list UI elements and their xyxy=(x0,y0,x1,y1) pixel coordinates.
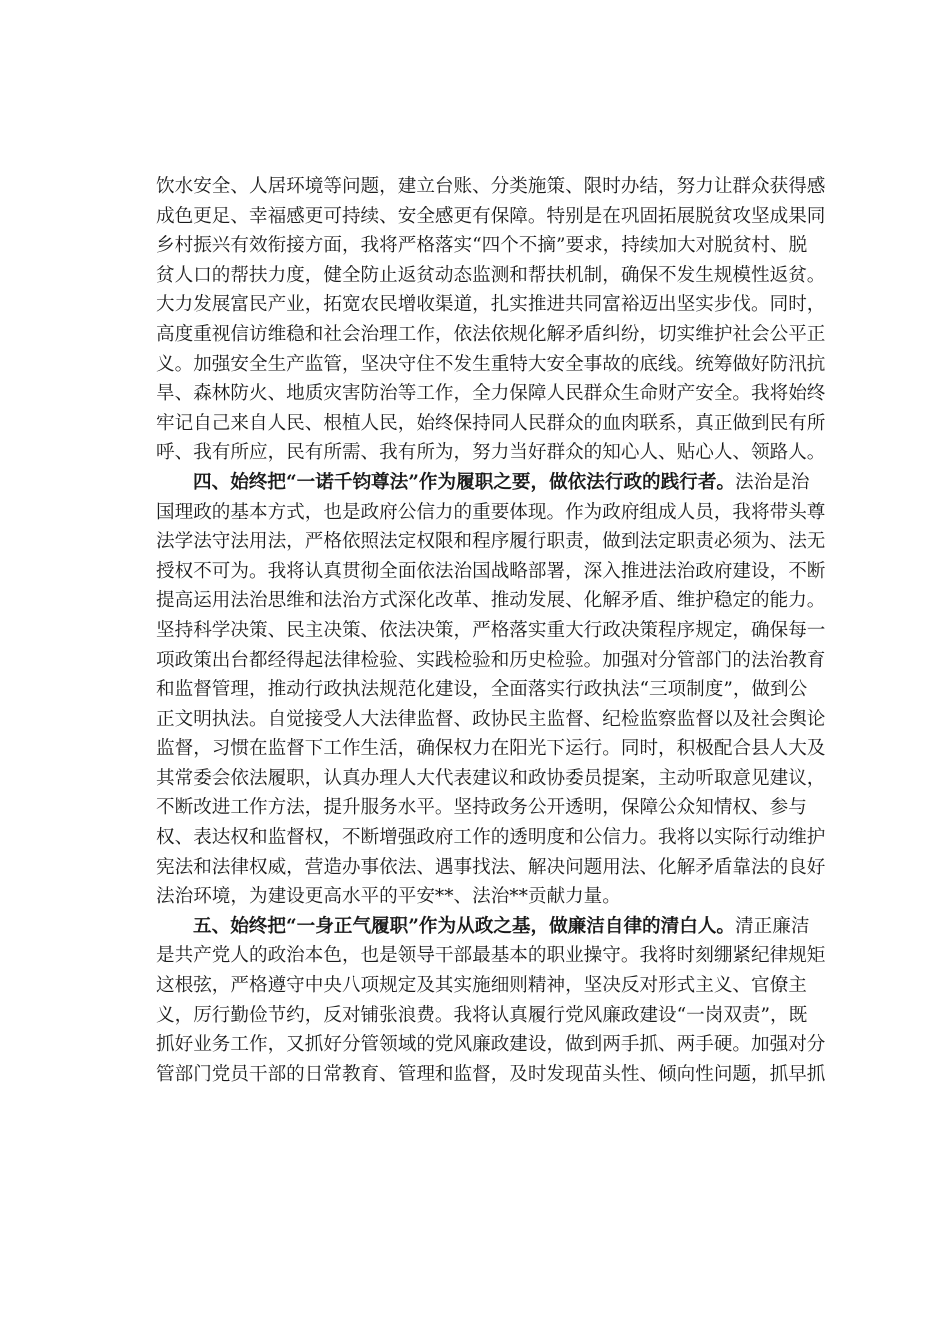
text-line: 不断改进工作方法，提升服务水平。坚持政务公开透明，保障公众知情权、参与 xyxy=(156,797,807,819)
text-line: 项政策出台都经得起法律检验、实践检验和历史检验。加强对分管部门的法治教育 xyxy=(156,649,826,671)
text-line: 旱、森林防火、地质灾害防治等工作，全力保障人民群众生命财产安全。我将始终 xyxy=(156,383,826,405)
heading-continuation: 法治是治 xyxy=(735,471,810,493)
text-line: 大力发展富民产业，拓宽农民增收渠道，扎实推进共同富裕迈出坚实步伐。同时， xyxy=(156,294,826,316)
text-line: 饮水安全、人居环境等问题，建立台账、分类施策、限时办结，努力让群众获得感 xyxy=(156,176,826,197)
text-line: 和监督管理，推动行政执法规范化建设，全面落实行政执法“三项制度”，做到公 xyxy=(156,679,808,701)
text-line: 乡村振兴有效衔接方面，我将严格落实“四个不摘”要求，持续加大对脱贫村、脱 xyxy=(156,235,808,257)
text-line: 呼、我有所应，民有所需、我有所为，努力当好群众的知心人、贴心人、领路人。 xyxy=(156,442,826,464)
text-line: 成色更足、幸福感更可持续、安全感更有保障。特别是在巩固拓展脱贫攻坚成果同 xyxy=(156,205,826,227)
text-line: 管部门党员干部的日常教育、管理和监督，及时发现苗头性、倾向性问题，抓早抓 xyxy=(156,1063,826,1085)
text-line: 国理政的基本方式，也是政府公信力的重要体现。作为政府组成人员，我将带头尊 xyxy=(156,501,826,523)
text-line: 抓好业务工作，又抓好分管领域的党风廉政建设，做到两手抓、两手硬。加强对分 xyxy=(156,1034,826,1056)
text-line: 法治环境，为建设更高水平的平安**、法治**贡献力量。 xyxy=(156,886,621,908)
text-line: 坚持科学决策、民主决策、依法决策，严格落实重大行政决策程序规定，确保每一 xyxy=(156,619,826,641)
text-line xyxy=(156,912,810,942)
text-line: 这根弦，严格遵守中央八项规定及其实施细则精神，坚决反对形式主义、官僚主 xyxy=(156,975,807,997)
text-line: 法学法守法用法，严格依照法定权限和程序履行职责，做到法定职责必须为、法无 xyxy=(156,531,826,553)
document-body xyxy=(156,172,826,1089)
text-line: 义。加强安全生产监管，坚决守住不发生重特大安全事故的底线。统筹做好防汛抗 xyxy=(156,353,826,375)
text-line: 贫人口的帮扶力度，健全防止返贫动态监测和帮扶机制，确保不发生规模性返贫。 xyxy=(156,264,826,286)
section-heading: 五、始终把“一身正气履职”作为从政之基，做廉洁自律的清白人。 xyxy=(193,915,736,937)
section-heading: 四、始终把“一诺千钧尊法”作为履职之要，做依法行政的践行者。 xyxy=(193,471,736,493)
paragraph-rule-of-law xyxy=(156,468,826,912)
heading-continuation: 清正廉洁 xyxy=(735,915,810,937)
paragraph-integrity xyxy=(156,912,826,1090)
text-line: 牢记自己来自人民、根植人民，始终保持同人民群众的血肉联系，真正做到民有所 xyxy=(156,412,826,434)
text-line xyxy=(156,468,810,498)
text-line: 监督，习惯在监督下工作生活，确保权力在阳光下运行。同时，积极配合县人大及 xyxy=(156,738,826,760)
text-line: 是共产党人的政治本色，也是领导干部最基本的职业操守。我将时刻绷紧纪律规矩 xyxy=(156,945,826,967)
text-line: 提高运用法治思维和法治方式深化改革、推动发展、化解矛盾、维护稳定的能力。 xyxy=(156,590,826,612)
text-line: 正文明执法。自觉接受人大法律监督、政协民主监督、纪检监察监督以及社会舆论 xyxy=(156,708,826,730)
text-line: 义，厉行勤俭节约，反对铺张浪费。我将认真履行党风廉政建设“一岗双责”，既 xyxy=(156,1004,808,1026)
text-line: 其常委会依法履职，认真办理人大代表建议和政协委员提案，主动听取意见建议， xyxy=(156,767,826,789)
text-line: 授权不可为。我将认真贯彻全面依法治国战略部署，深入推进法治政府建设，不断 xyxy=(156,560,826,582)
text-line: 权、表达权和监督权，不断增强政府工作的透明度和公信力。我将以实际行动维护 xyxy=(156,827,826,849)
paragraph-livelihood xyxy=(156,172,826,468)
text-line: 高度重视信访维稳和社会治理工作，依法依规化解矛盾纠纷，切实维护社会公平正 xyxy=(156,323,826,345)
text-line: 宪法和法律权威，营造办事依法、遇事找法、解决问题用法、化解矛盾靠法的良好 xyxy=(156,856,826,878)
